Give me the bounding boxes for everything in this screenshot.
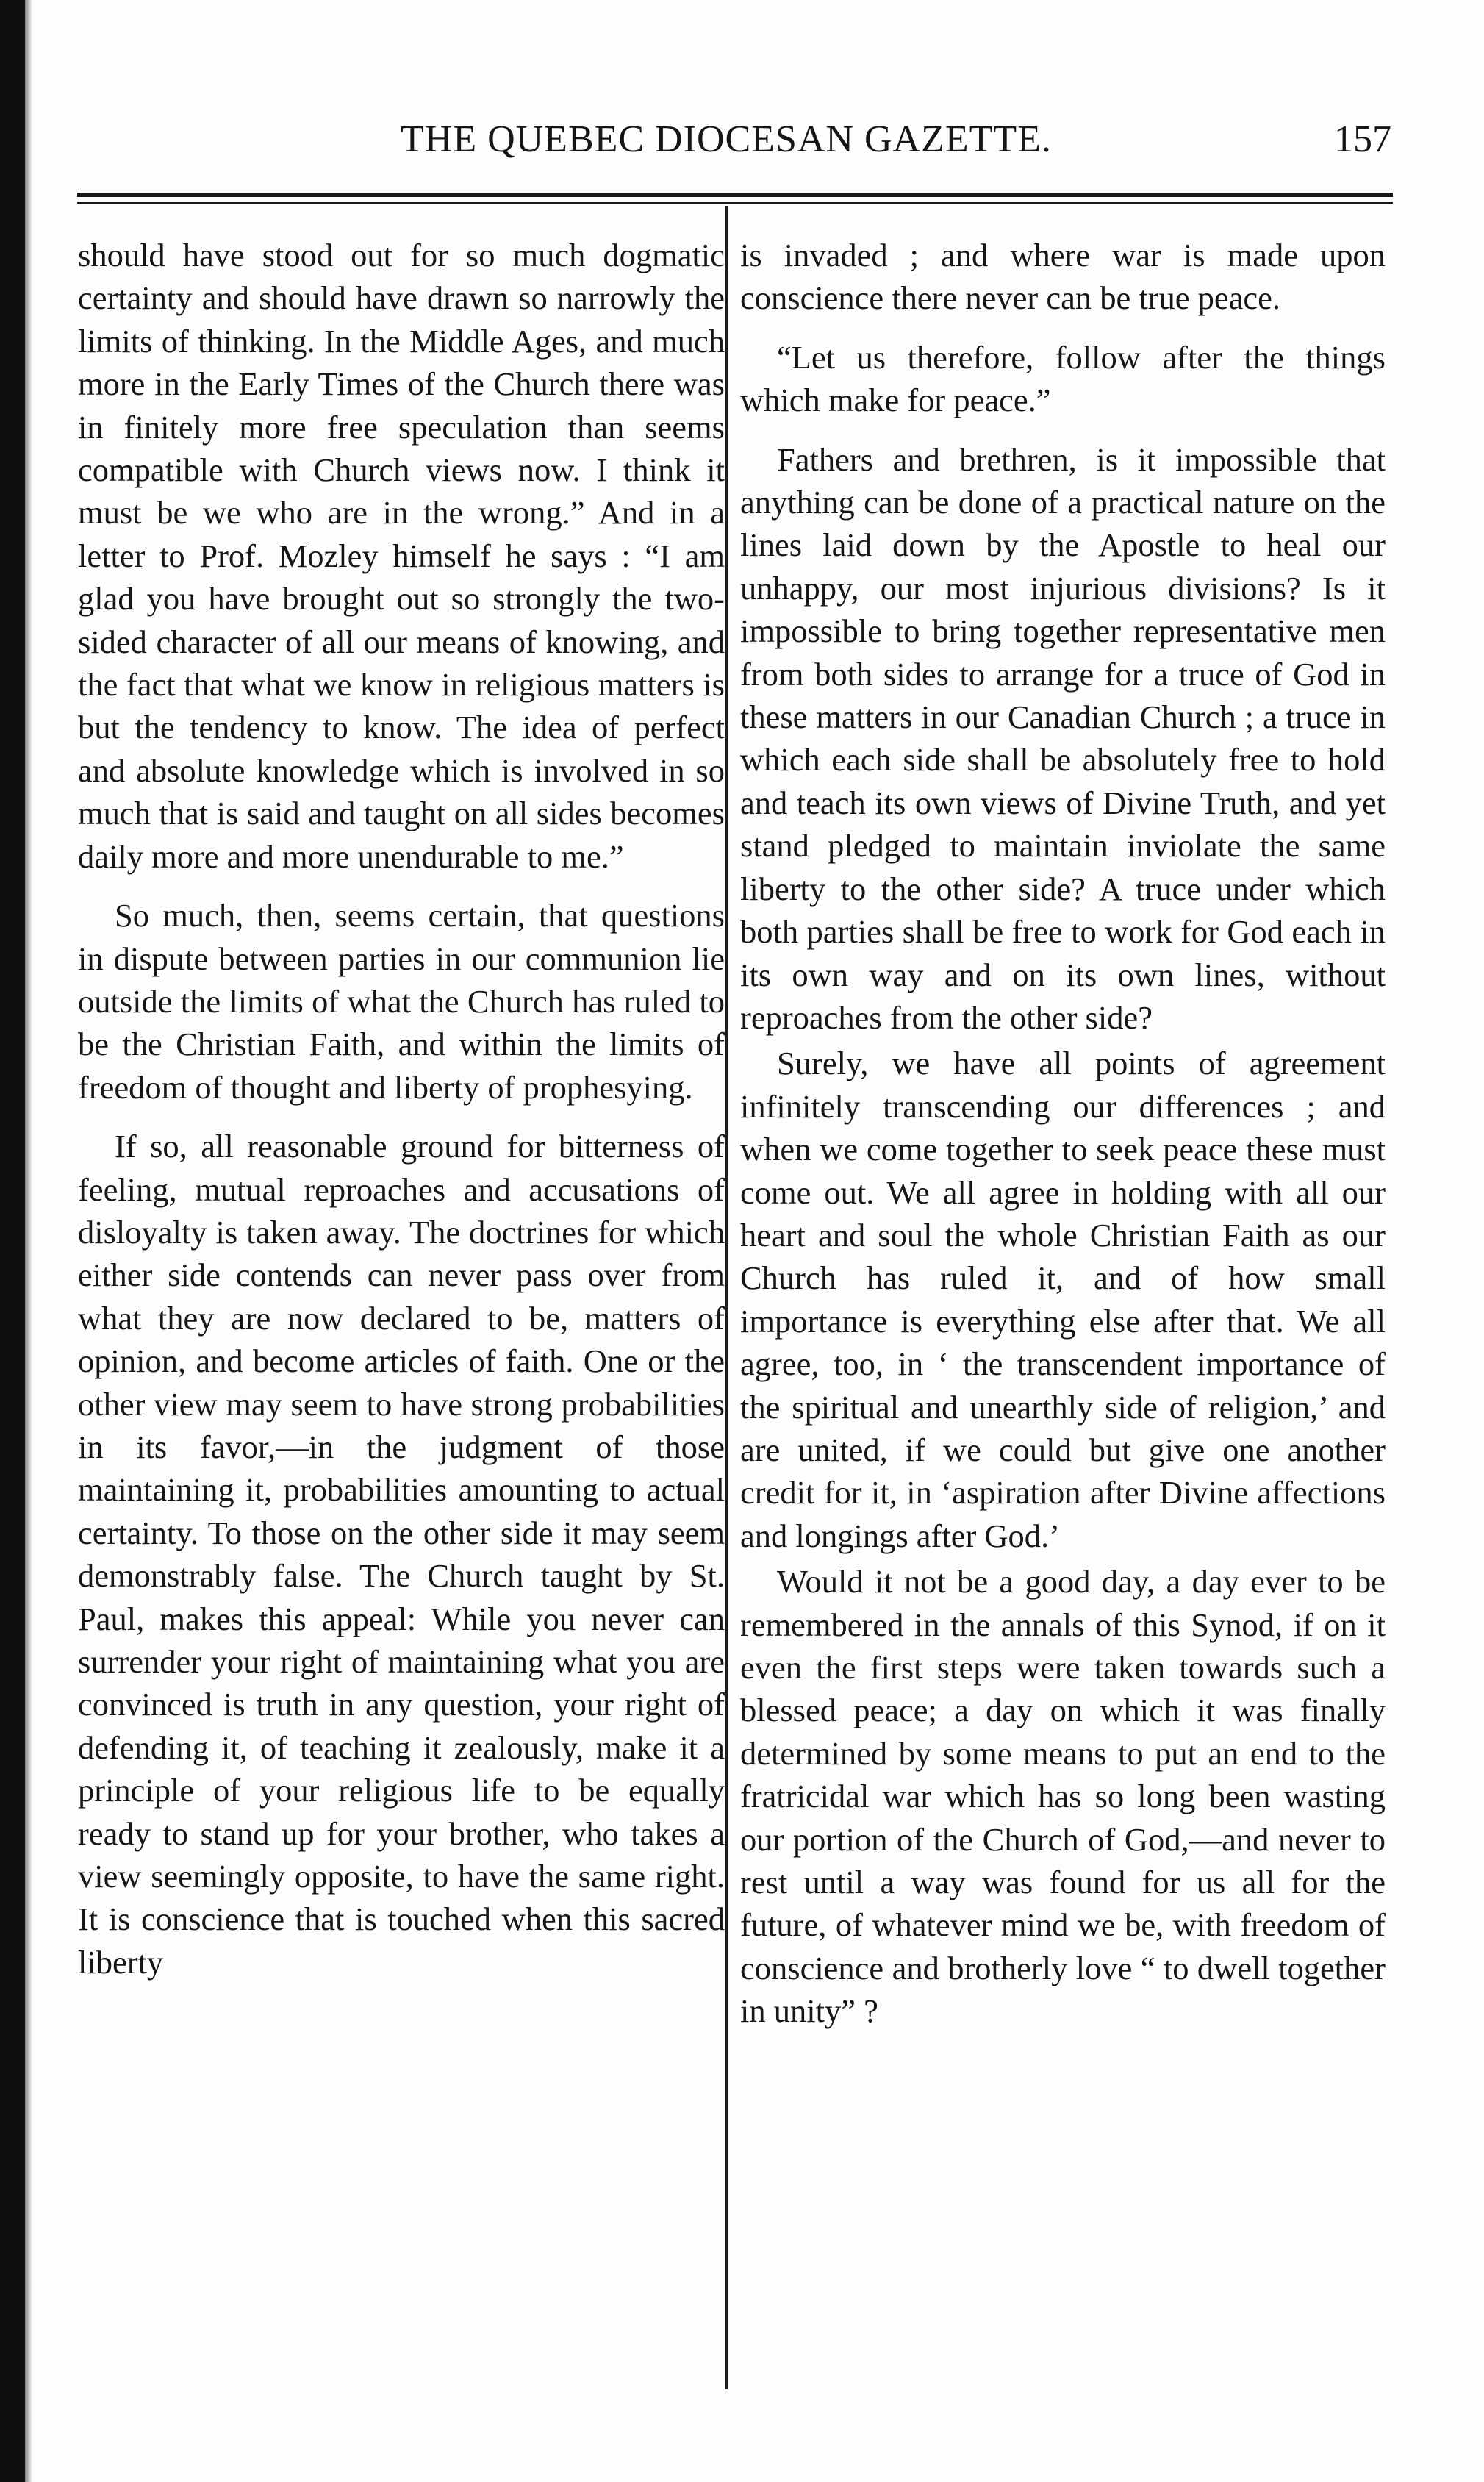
paragraph: should have stood out for so much dogmatic certainty and should have drawn so narrowly the limits of thinking. In the Middle Ages, and much more in the Early Times of the Church there was in finitely more free speculation than seems compatible with Church views now. I think it must be we who are in the wrong.” And in a letter to Prof. Mozley himself he says : “I am glad you have brought out so strongly the two-sided character of all our means of knowing, and the fact that what we know in religious matters is but the tendency to know. The idea of perfect and absolute knowledge which is involved in so much that is said and taught on all sides becomes daily more and more unendurable to me.” <box>78 237 725 875</box>
paragraph: Fathers and brethren, is it impossible that anything can be done of a practical nature on the lines laid down by the Apostle to heal our unhappy, our most injurious divisions? Is it impossible to bring together representative men from both sides to arrange for a truce of God in these matters in our Canadian Church ; a truce in which each side shall be absolutely free to hold and teach its own views of Divine Truth, and yet stand pledged to maintain inviolate the same liberty to the other side? A truce under which both parties shall be free to work for God each in its own way and on its own lines, without reproaches from the other side? <box>740 440 1386 1036</box>
page-binding-edge <box>0 0 25 2482</box>
paragraph: Surely, we have all points of agreement infinitely transcending our differences ; and when we come together to seek peace these must come out. We all agree in holding with all our heart and soul the whole Christian Faith as our Church has ruled it, and of how small importance is everything else after that. We all agree, too, in ‘ the transcendent importance of the spiritual and unearthly side of religion,’ and are united, if we could but give one another credit for it, in ‘aspiration after Divine affections and longings after God.’ <box>740 1045 1386 1554</box>
paragraph: “Let us therefore, follow after the things which make for peace.” <box>740 338 1386 419</box>
header-rule-thin <box>77 202 1393 204</box>
running-title: THE QUEBEC DIOCESAN GAZETTE. <box>401 118 1052 160</box>
paragraph: is invaded ; and where war is made upon conscience there never can be true peace. <box>740 237 1386 317</box>
paragraph: If so, all reasonable ground for bitterness of feeling, mutual reproaches and accusations of disloyalty is taken away. The doctrines for which either side contends can never pass over from what they are now declared to be, matters of opinion, and become articles of faith. One or the other view may seem to have strong probabilities in its favor,—in the judgment of those maintaining it, probabilities amounting to actual certainty. To those on the other side it may seem demonstrably false. The Church taught by St. Paul, makes this appeal: While you never can surrender your right of maintaining what you are convinced is truth in any question, your right of defending it, of teaching it zealously, make it a principle of your religious life to be equally ready to stand up for your brother, who takes a view seemingly opposite, to have the same right. It is conscience that is touched when this sacred liberty <box>78 1128 725 1981</box>
paragraph: Would it not be a good day, a day ever to be remembered in the annals of this Synod, if on it even the first steps were taken towards such a blessed peace; a day on which it was finally determined by some means to put an end to the fratricidal war which has so long been wasting our portion of the Church of God,—and never to rest until a way was found for us all for the future, of whatever mind we be, with freedom of conscience and brotherly love “ to dwell together in unity” ? <box>740 1563 1386 2030</box>
column-divider <box>725 206 728 2389</box>
page-header <box>77 118 1408 176</box>
page-number: 157 <box>1334 118 1391 160</box>
paragraph: So much, then, seems certain, that questions in dispute between parties in our communion lie outside the limits of what the Church has ruled to be the Christian Faith, and within the limits of freedom of thought and liberty of prophesying. <box>78 897 725 1106</box>
left-column <box>78 234 725 1984</box>
right-column <box>740 234 1386 2033</box>
header-rule-thick <box>77 193 1393 197</box>
